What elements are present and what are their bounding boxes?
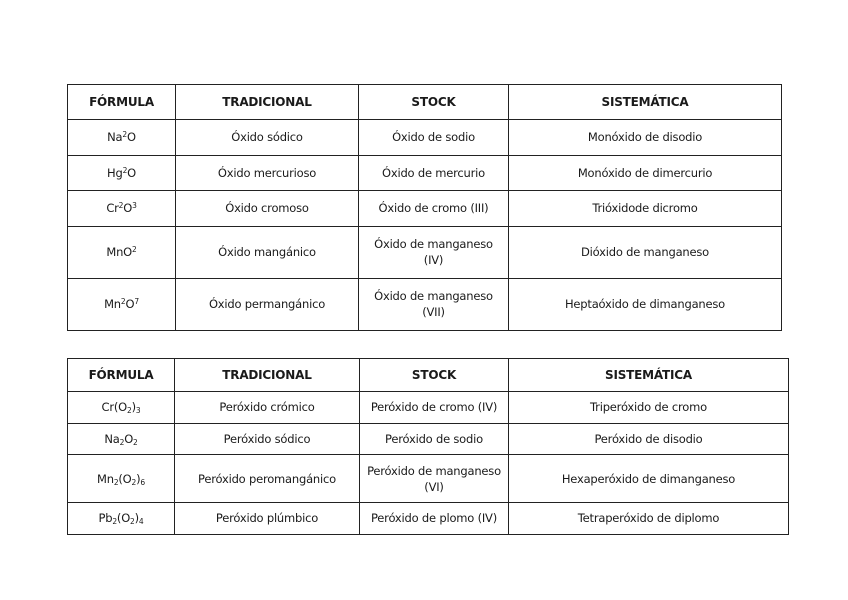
stock-cell: Peróxido de sodio bbox=[360, 423, 509, 455]
stock-cell: Peróxido de plomo (IV) bbox=[360, 503, 509, 535]
traditional-cell: Óxido mangánico bbox=[176, 226, 359, 278]
formula-cell: $Mn^2O^7$ bbox=[68, 278, 176, 330]
table-row bbox=[68, 278, 782, 330]
formula-cell: Hg$^2$O bbox=[68, 155, 176, 191]
formula-cell: $Na_2O_2$ bbox=[68, 423, 175, 455]
header-traditional: TRADICIONAL bbox=[176, 85, 359, 120]
table-row bbox=[68, 423, 789, 455]
traditional-cell: Peróxido sódico bbox=[175, 423, 360, 455]
table-row bbox=[68, 120, 782, 156]
systematic-cell: Monóxido de disodio bbox=[509, 120, 782, 156]
oxides-table bbox=[67, 84, 782, 331]
stock-cell: Óxido de sodio bbox=[359, 120, 509, 156]
traditional-cell: Óxido permangánico bbox=[176, 278, 359, 330]
systematic-cell: Dióxido de manganeso bbox=[509, 226, 782, 278]
formula-cell: $Cr(O_2)_3$ bbox=[68, 392, 175, 424]
table-row bbox=[68, 455, 789, 503]
formula-cell: $Mn_2(O_2)_6$ bbox=[68, 455, 175, 503]
table-row bbox=[68, 503, 789, 535]
systematic-cell: Tetraperóxido de diplomo bbox=[509, 503, 789, 535]
traditional-cell: Peróxido crómico bbox=[175, 392, 360, 424]
traditional-cell: Óxido mercurioso bbox=[176, 155, 359, 191]
peroxides-table bbox=[67, 358, 789, 535]
header-stock: STOCK bbox=[360, 359, 509, 392]
table-row bbox=[68, 155, 782, 191]
formula-cell: $Pb_2(O_2)_4$ bbox=[68, 503, 175, 535]
table-row bbox=[68, 191, 782, 227]
table-row bbox=[68, 392, 789, 424]
systematic-cell: Triperóxido de cromo bbox=[509, 392, 789, 424]
header-traditional: TRADICIONAL bbox=[175, 359, 360, 392]
stock-cell: Peróxido de manganeso (VI) bbox=[360, 455, 509, 503]
stock-cell: Óxido de manganeso (VII) bbox=[359, 278, 509, 330]
traditional-cell: Peróxido plúmbico bbox=[175, 503, 360, 535]
systematic-cell: Monóxido de dimercurio bbox=[509, 155, 782, 191]
stock-cell: Óxido de manganeso (IV) bbox=[359, 226, 509, 278]
systematic-cell: Hexaperóxido de dimanganeso bbox=[509, 455, 789, 503]
traditional-cell: Óxido cromoso bbox=[176, 191, 359, 227]
stock-cell: Peróxido de cromo (IV) bbox=[360, 392, 509, 424]
table-row bbox=[68, 226, 782, 278]
header-formula: FÓRMULA bbox=[68, 359, 175, 392]
header-formula: FÓRMULA bbox=[68, 85, 176, 120]
header-systematic: SISTEMÁTICA bbox=[509, 85, 782, 120]
formula-cell: Na$^2$O bbox=[68, 120, 176, 156]
header-systematic: SISTEMÁTICA bbox=[509, 359, 789, 392]
formula-cell: MnO$^2$ bbox=[68, 226, 176, 278]
formula-cell: $Cr^2O^3$ bbox=[68, 191, 176, 227]
systematic-cell: Heptaóxido de dimanganeso bbox=[509, 278, 782, 330]
header-row bbox=[68, 85, 782, 120]
traditional-cell: Peróxido peromangánico bbox=[175, 455, 360, 503]
systematic-cell: Trióxidode dicromo bbox=[509, 191, 782, 227]
stock-cell: Óxido de mercurio bbox=[359, 155, 509, 191]
header-stock: STOCK bbox=[359, 85, 509, 120]
systematic-cell: Peróxido de disodio bbox=[509, 423, 789, 455]
stock-cell: Óxido de cromo (III) bbox=[359, 191, 509, 227]
traditional-cell: Óxido sódico bbox=[176, 120, 359, 156]
header-row bbox=[68, 359, 789, 392]
